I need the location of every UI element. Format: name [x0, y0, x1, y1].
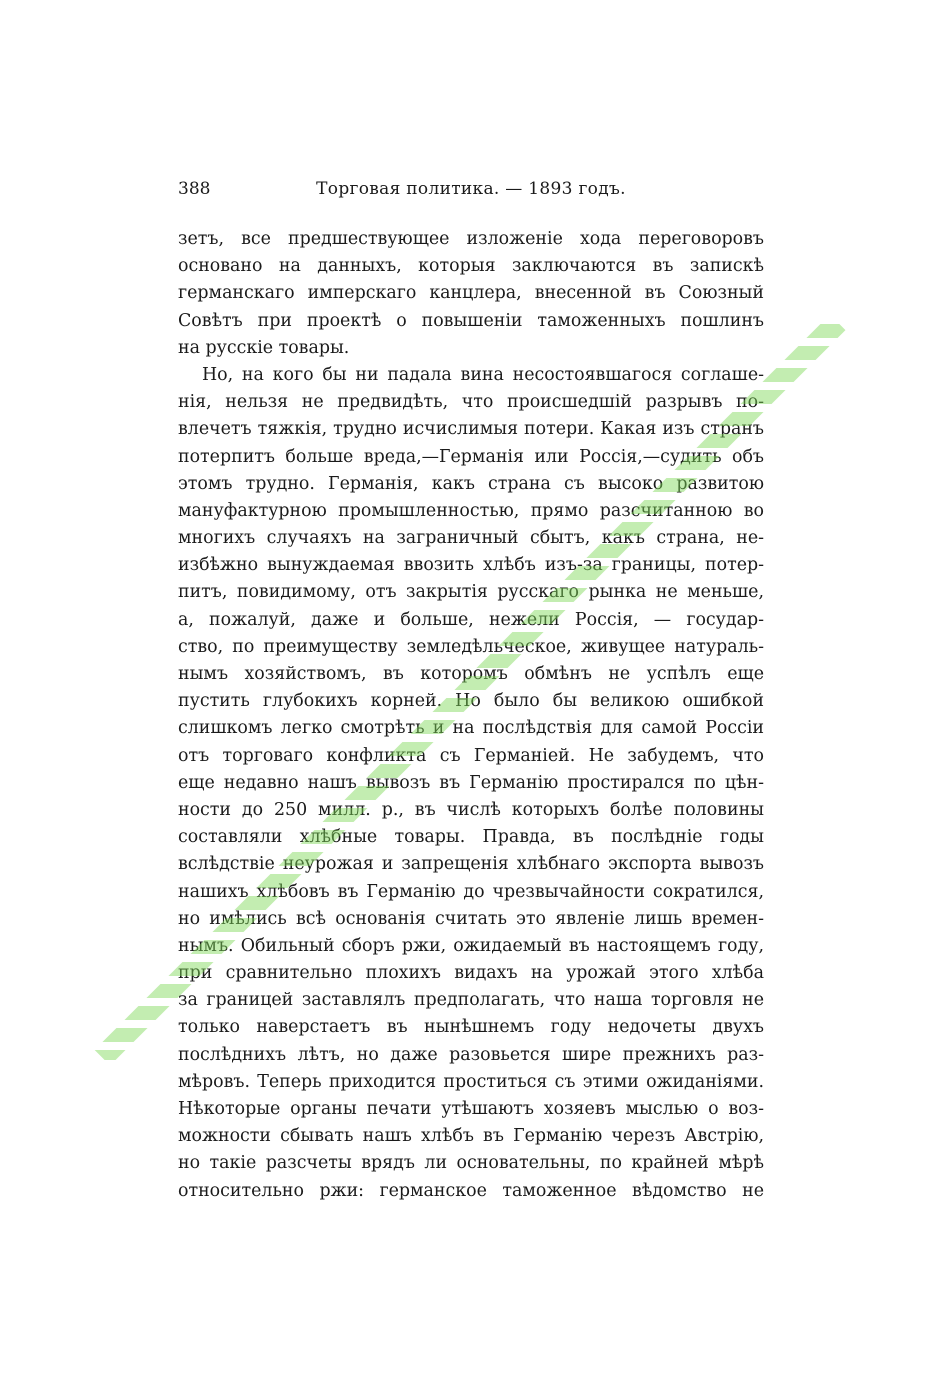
text-line: можности сбывать нашъ хлѣбъ въ Германію черезъ Австрію,: [178, 1126, 764, 1147]
text-line: нашихъ хлѣбовъ въ Германію до чрезвычайности сократился,: [178, 881, 764, 902]
running-title: Торговая политика. — 1893 годъ.: [316, 179, 626, 199]
paragraph-start-line: Но, на кого бы ни падала вина несостоявшагося соглаше-: [202, 364, 764, 385]
text-line: нія, нельзя не предвидѣть, что происшедшій разрывъ по-: [178, 392, 764, 413]
text-line: многихъ случаяхъ на заграничный сбытъ, какъ страна, не-: [178, 528, 764, 549]
text-line: на русскіе товары.: [178, 337, 350, 358]
text-line: избѣжно вынуждаемая ввозить хлѣбъ изъ-за границы, потер-: [178, 555, 764, 576]
text-line: ности до 250 милл. р., въ числѣ которыхъ болѣе половины: [178, 799, 764, 820]
text-line: пустить глубокихъ корней. Но было бы великою ошибкой: [178, 691, 764, 712]
text-line: питъ, повидимому, отъ закрытія русскаго рынка не меньше,: [178, 582, 764, 603]
text-line: слишкомъ легко смотрѣть и на послѣдствія для самой Россіи: [178, 718, 764, 739]
text-line: ство, по преимуществу земледѣльческое, живущее натураль-: [178, 636, 764, 657]
text-line: нымъ. Обильный сборъ ржи, ожидаемый въ настоящемъ году,: [178, 935, 764, 956]
text-line: германскаго имперскаго канцлера, внесенной въ Союзный: [178, 283, 764, 304]
text-line: но такіе разсчеты врядъ ли основательны, по крайней мѣрѣ: [178, 1153, 764, 1174]
text-line: относительно ржи: германское таможенное вѣдомство не: [178, 1180, 764, 1201]
text-line: Нѣкоторые органы печати утѣшаютъ хозяевъ мыслью о воз-: [178, 1099, 764, 1119]
page-number: 388: [178, 179, 211, 199]
text-line: мѣровъ. Теперь приходится проститься съ этими ожиданіями.: [178, 1071, 764, 1092]
text-line: этомъ трудно. Германія, какъ страна съ высоко развитою: [178, 473, 764, 494]
text-line: вслѣдствіе неурожая и запрещенія хлѣбнаго экспорта вывозъ: [178, 854, 764, 875]
text-line: послѣднихъ лѣтъ, но даже разовьется шире прежнихъ раз-: [178, 1044, 764, 1065]
text-line: отъ торговаго конфликта съ Германіей. Не забудемъ, что: [178, 745, 764, 766]
body-text: [178, 226, 764, 1205]
text-line: только наверстаетъ въ нынѣшнемъ году недочеты двухъ: [178, 1017, 764, 1038]
text-line: влечетъ тяжкія, трудно исчислимыя потери. Какая изъ странъ: [178, 419, 764, 440]
text-line: зетъ, все предшествующее изложеніе хода переговоровъ: [178, 229, 764, 249]
text-line: основано на данныхъ, которыя заключаются въ запискѣ: [178, 256, 764, 277]
text-line: а, пожалуй, даже и больше, нежели Россія, — государ-: [178, 609, 764, 630]
text-line: нымъ хозяйствомъ, въ которомъ обмѣнъ не успѣлъ еще: [178, 664, 764, 684]
page-header: [178, 176, 764, 202]
text-line: Совѣтъ при проектѣ о повышеніи таможенныхъ пошлинъ: [178, 310, 764, 331]
text-line: при сравнительно плохихъ видахъ на урожай этого хлѣба: [178, 963, 764, 984]
text-line: но имѣлись всѣ основанія считать это явленіе лишь времен-: [178, 908, 764, 929]
text-line: мануфактурною промышленностью, прямо разсчитанною во: [178, 500, 764, 521]
text-line: составляли хлѣбные товары. Правда, въ послѣдніе годы: [178, 827, 764, 848]
text-line: за границей заставлялъ предполагать, что наша торговля не: [178, 990, 764, 1011]
text-line: потерпитъ больше вреда,—Германія или Россія,—судить объ: [178, 446, 764, 467]
text-line: еще недавно нашъ вывозъ въ Германію простирался по цѣн-: [178, 772, 764, 793]
